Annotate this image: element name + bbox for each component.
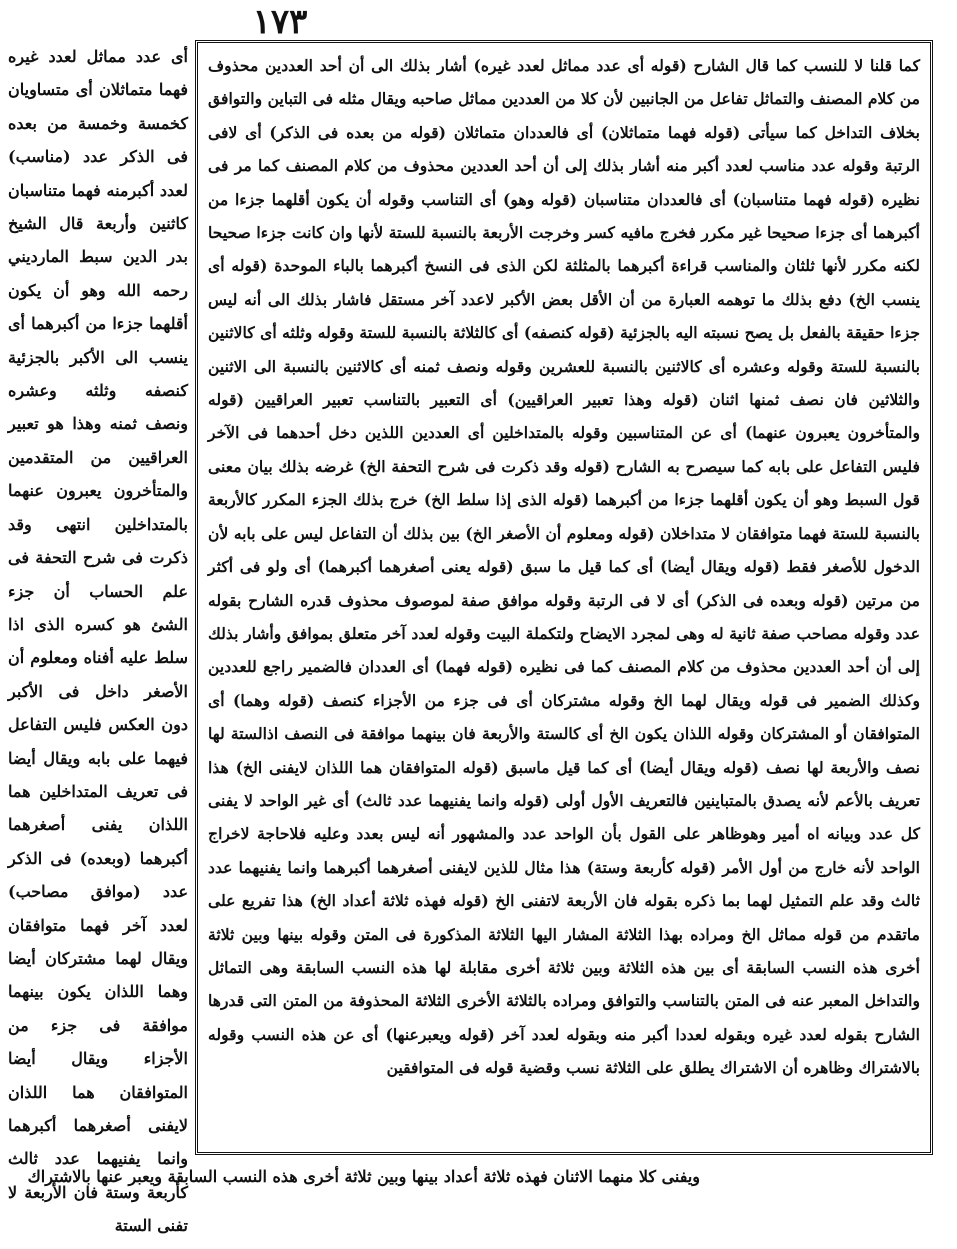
commentary-paragraph: كما قلنا لا للنسب كما قال الشارح (قوله أى عدد مماثل لعدد غيره) أشار بذلك الى أن أحد العددين محذوف من كلام المصنف والتماثل تفاعل من الجانبين لأن كلا من العددين مماثل صاحبه ويقال مثله فى التباين والتوافق بخلاف التداخل كما سيأتى (قوله فهما متماثلان) أى فالعددان متماثلان (قوله من بعده فى الذكر) أى لافى الرتبة وقوله عدد مناسب لعدد أكبر منه أشار بذلك إلى أن أحد العددين محذوف من كلام المصنف كما مر فى نظيره (قوله فهما متناسبان) أى فالعددان متناسبان (قوله وهو) أى التناسب وقوله أن يكون أقلهما جزءا من أكبرهما أى جزءا صحيحا غير مكرر فخرج مافيه كسر وخرجت الأربعة بالنسبة للستة لأنها وان كانت جزءا صحيحا لكنه مكرر لأنها ثلثان والمناسب قراءة أكبرهما بالمثلثة لكن الذى فى النسخ أكبرهما بالباء الموحدة (قوله أى ينسب الخ) دفع بذلك ما توهمه العبارة من أن الأقل بعض الأكبر لاعدد آخر مستقل فاشار بذلك الى أنه ليس جزءا حقيقة بالفعل بل يصح نسبته اليه بالجزئية (قوله كنصفه) أى كالثلاثة بالنسبة للستة وقوله وثلثه أى كالاثنين بالنسبة للستة وقوله وعشره أى كالاثنين بالنسبة للعشرين وقوله ونصف ثمنه أى كالاثنين بالنسبة الى الاثنين والثلاثين فان نصف ثمنها اثنان (قوله وهذا تعبير العراقيين) أى التعبير بالتناسب تعبير العراقيين (قوله والمتأخرون يعبرون عنهما) أى عن المتناسبين وقوله بالمتداخلين أى العددين اللذين دخل أحدهما فى الآخر فليس التفاعل على بابه كما سيصرح به الشارح (قوله وقد ذكرت فى شرح التحفة الخ) غرضه بذلك بيان معنى قول السبط وهو أن يكون أقلهما جزءا من أكبرهما (قوله الذى إذا سلط الخ) خرج بذلك الجزء المكرر كالأربعة بالنسبة للستة فهما متوافقان لا متداخلان (قوله ومعلوم أن الأصغر الخ) بين بذلك أن التفاعل ليس على بابه لأن الدخول للأصغر فقط (قوله ويقال أيضا) أى كما قيل ما سبق (قوله يعنى أصغرهما أكبرهما) أى ولو فى أكثر من مرتين (قوله وبعده فى الذكر) أى لا فى الرتبة وقوله موافق صفة لموصوف محذوف قدره الشارح بقوله عدد وقوله مصاحب صفة ثانية له وهى لمجرد الايضاح ولتكملة البيت وقوله لعدد آخر متعلق بموافق وأشار بذلك إلى أن أحد العددين محذوف من كلام المصنف كما فى نظيره (قوله فهما) أى العددان فالضمير راجع للعددين وكذلك الضمير فى قوله ويقال لهما الخ وقوله مشتركان أى فى جزء من الأجزاء كنصف (قوله وهما) أى المتوافقان أو المشتركان وقوله اللذان يكون الخ أى كالستة والأربعة فان بينهما موافقة فى النصف اذالستة لها نصف والأربعة لها نصف (قوله ويقال أيضا) أى كما قيل ماسبق (قوله المتوافقان هما اللذان لايفنى الخ) هذا تعريف بالأعم لأنه يصدق بالمتباينين فالتعريف الأول أولى (قوله وانما يفنيهما عدد ثالث) أى غير الواحد لا يفنى كل عدد وبيانه اه أمير وهوظاهر على القول بأن الواحد عدد والمشهور أنه ليس بعدد وعليه فلاحاجة لاخراج الواحد لأنه خارج من أول الأمر (قوله كأربعة وستة) هذا مثال للذين لايفنى أصغرهما أكبرهما وانما يفنيهما عدد ثالث وقد علم التمثيل لهما بما ذكره بقوله فان الأربعة لاتفنى الخ (قوله فهذه ثلاثة أعداد الخ) هذا تفريع على ماتقدم من قوله مماثل الخ ومراده بهذا الثلاثة المشار اليها الثلاثة المذكورة فى المتن وقوله بينها وبين ثلاثة أخرى هذه النسب السابقة أى بين هذه الثلاثة وبين ثلاثة أخرى مقابلة لها هذه النسب السابقة وهى التماثل والتداخل المعبر عنه فى المتن بالتناسب والتوافق ومراده بالثلاثة الأخرى الثلاثة المحذوفة من المتن التى قدرها الشارح بقوله لعدد غيره وبقوله لعددا أكبر منه وبقوله لعدد آخر (قوله ويعبرعنها) أى عن هذه النسب وقوله بالاشتراك وظاهره أن الاشتراك يطلق على الثلاثة نسب وقضية قوله فى المتوافقين: [208, 56, 920, 1078]
commentary-text: [208, 49, 920, 1149]
bottom-continuation-line: ويفنى كلا منهما الاثنان فهذه ثلاثة أعداد بينها وبين ثلاثة أخرى هذه النسب السابقة ويعبر عنها بالاشتراك: [27, 1167, 700, 1186]
commentary-frame: [195, 40, 933, 1155]
margin-text-column: [8, 40, 188, 1236]
page-number: ١٧٣: [252, 2, 308, 42]
margin-paragraph: أى عدد مماثل لعدد غيره فهما متماثلان أى متساويان كخمسة وخمسة من بعده فى الذكر عدد (مناسب) لعدد أكبرمنه فهما متناسبان كاثنين وأربعة قال الشيخ بدر الدين سبط المارديني رحمه الله وهو أن يكون أقلهما جزءا من أكبرهما أى ينسب الى الأكبر بالجزئية كنصفه وثلثه وعشره ونصف ثمنه وهذا هو تعبير العراقيين من المتقدمين والمتأخرون يعبرون عنهما بالمتداخلين انتهى وقد ذكرت فى شرح التحفة فى علم الحساب أن جزء الشئ هو كسره الذى اذا سلط عليه أفناه ومعلوم أن الأصغر داخل فى الأكبر دون العكس فليس التفاعل فيهما على بابه ويقال أيضا فى تعريف المتداخلين هما اللذان يفنى أصغرهما أكبرهما (وبعده) فى الذكر عدد (موافق مصاحب) لعدد آخر فهما متوافقان ويقال لهما مشتركان أيضا وهما اللذان يكون بينهما موافقة فى جزء من الأجزاء ويقال أيضا المتوافقان هما اللذان لايفنى أصغرهما أكبرهما وانما يفنيهما عدد ثالث كأربعة وستة فان الأربعة لا تفنى الستة: [8, 47, 188, 1236]
